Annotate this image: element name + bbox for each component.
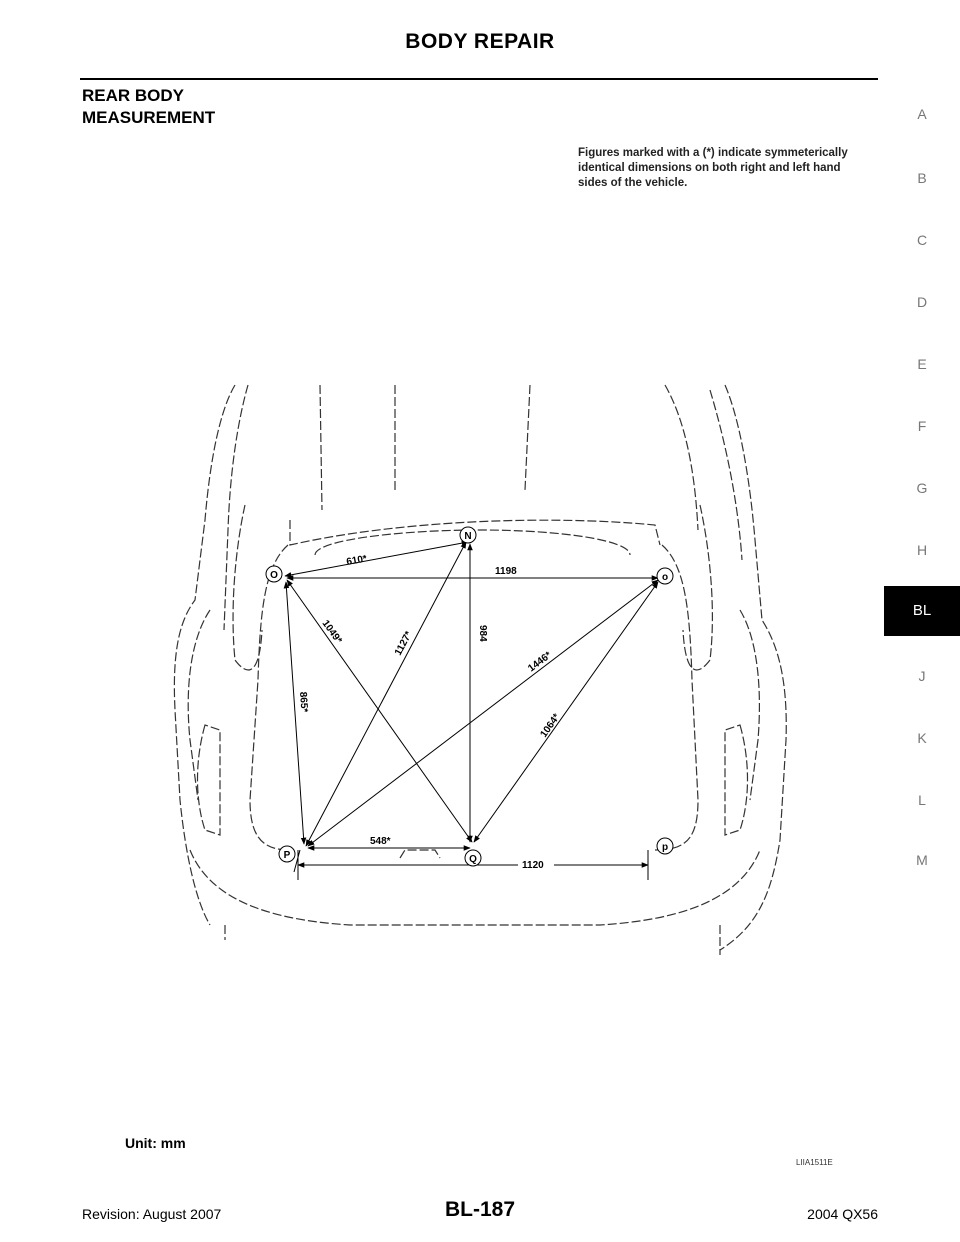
symmetry-note: Figures marked with a (*) indicate symmeterically identical dimensions on both right and left hand sides of the vehicle. <box>578 147 848 189</box>
tab-l[interactable]: L <box>918 792 926 808</box>
dim-label-1127: 1127* <box>392 629 415 658</box>
dim-label-548: 548* <box>370 836 391 847</box>
page-header-title: BODY REPAIR <box>405 30 555 53</box>
dim-line-1064 <box>474 582 658 842</box>
figure-id: LIIA1511E <box>796 1158 833 1167</box>
tab-d[interactable]: D <box>916 294 928 310</box>
dim-label-610: 610* <box>345 553 368 568</box>
dim-line-610 <box>285 542 468 576</box>
tab-a[interactable]: A <box>917 106 927 122</box>
revision-date: Revision: August 2007 <box>82 1206 222 1222</box>
header-rule <box>80 78 878 80</box>
tab-b[interactable]: B <box>917 170 927 186</box>
tab-j[interactable]: J <box>918 668 926 684</box>
point-small-p-label: p <box>661 842 669 853</box>
dim-label-865: 865* <box>297 691 310 713</box>
tab-e[interactable]: E <box>917 356 927 372</box>
dim-line-1049 <box>287 580 472 842</box>
rear-body-diagram <box>150 380 800 960</box>
dim-line-1446 <box>308 580 658 846</box>
page-number: BL-187 <box>444 1198 516 1221</box>
dim-line-865 <box>286 582 304 844</box>
dim-label-1120: 1120 <box>522 860 544 871</box>
point-small-o-label: o <box>661 572 669 583</box>
point-n-label: N <box>464 531 472 542</box>
measurement-lines <box>285 542 658 880</box>
tab-m[interactable]: M <box>916 852 928 868</box>
tab-h[interactable]: H <box>916 542 928 558</box>
dim-label-1446: 1446* <box>526 649 554 675</box>
section-title: REAR BODY <box>82 86 185 105</box>
vehicle-model: 2004 QX56 <box>807 1206 878 1222</box>
point-q-label: Q <box>469 854 477 865</box>
dim-line-1127 <box>306 542 466 846</box>
point-big-p-label: P <box>283 850 291 861</box>
tab-f[interactable]: F <box>917 418 927 434</box>
dim-label-984: 984 <box>477 625 488 642</box>
dim-label-1049: 1049* <box>319 618 344 646</box>
section-subtitle: MEASUREMENT <box>82 108 216 127</box>
point-big-o-label: O <box>270 570 278 581</box>
tab-c[interactable]: C <box>916 232 928 248</box>
dim-label-1064: 1064* <box>538 711 563 740</box>
vehicle-outline <box>174 385 786 955</box>
tab-bl[interactable]: BL <box>884 586 960 636</box>
tab-g[interactable]: G <box>916 480 928 496</box>
tab-k[interactable]: K <box>917 730 927 746</box>
dim-label-1198: 1198 <box>495 566 517 577</box>
unit-label: Unit: mm <box>125 1135 186 1151</box>
